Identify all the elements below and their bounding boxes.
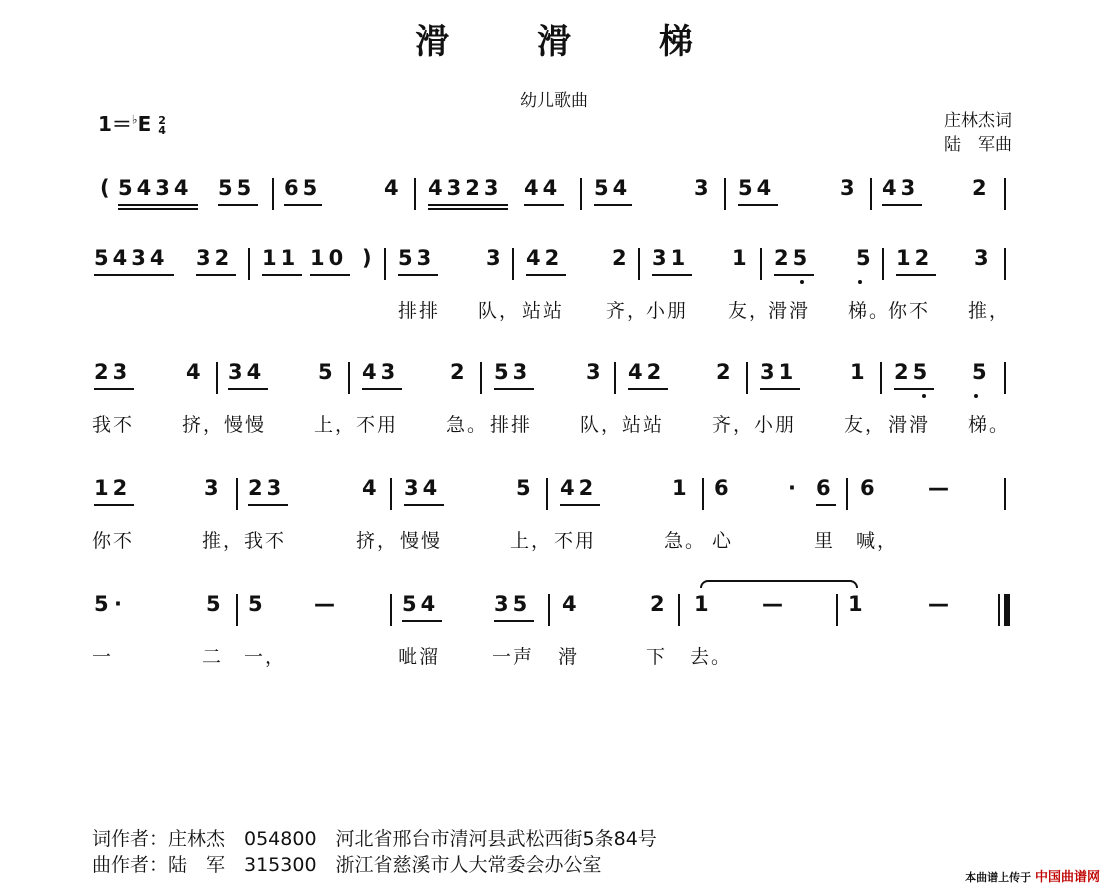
note-group: 3	[204, 476, 223, 500]
note-group: 5	[516, 476, 535, 500]
note-group: 6	[714, 476, 733, 500]
bar-line	[512, 248, 514, 280]
note-group: 65	[284, 176, 322, 200]
composer-info: 曲作者：陆 军 315300 浙江省慈溪市人大常委会办公室	[92, 854, 602, 876]
note-group: 55	[218, 176, 256, 200]
note-group: 23	[94, 360, 132, 384]
bar-line	[1004, 178, 1006, 210]
lyric-syllable: 去。	[690, 646, 733, 668]
lyricist-credit: 庄林杰词	[944, 111, 1012, 131]
lower-octave-dot	[974, 394, 978, 398]
note-group: 1	[694, 592, 713, 616]
note-group: 44	[524, 176, 562, 200]
note-group: 42	[628, 360, 666, 384]
note-group: 2	[612, 246, 631, 270]
note-group: 54	[594, 176, 632, 200]
note-group: 5	[972, 360, 991, 384]
note-group: 2	[972, 176, 991, 200]
lyric-syllable: 我不	[244, 530, 287, 552]
lyric-syllable: 慢慢	[224, 414, 267, 436]
bar-line	[846, 478, 848, 510]
note-group: 54	[738, 176, 776, 200]
lyric-syllable: 推，	[968, 300, 1011, 322]
bar-line	[702, 478, 704, 510]
lyric-syllable: 站站	[522, 300, 565, 322]
bar-line	[236, 478, 238, 510]
note-group: 31	[760, 360, 798, 384]
note-group: 12	[94, 476, 132, 500]
lyric-syllable: 下	[646, 646, 668, 668]
bar-line	[760, 248, 762, 280]
lyric-syllable: 推，	[202, 530, 245, 552]
note-group: 32	[196, 246, 234, 270]
lyric-syllable: 梯。	[848, 300, 891, 322]
note-group: 10	[310, 246, 348, 270]
note-group: 23	[248, 476, 286, 500]
lyricist-info: 词作者：庄林杰 054800 河北省邢台市清河县武松西街5条84号	[92, 828, 657, 850]
site-logo-text: 中国曲谱网	[1034, 870, 1100, 885]
lyric-syllable: 不用	[356, 414, 399, 436]
song-subtitle: 幼儿歌曲	[520, 91, 588, 111]
lyric-syllable: 呲溜	[398, 646, 441, 668]
bar-line	[678, 594, 680, 626]
lyric-syllable: 心	[712, 530, 734, 552]
bar-line	[546, 478, 548, 510]
score-row-5	[92, 592, 1012, 668]
flat-sign: ♭	[131, 112, 138, 127]
note-group: 53	[398, 246, 436, 270]
time-denominator: 4	[158, 123, 166, 137]
lyric-syllable: 滑滑	[888, 414, 931, 436]
bar-line	[390, 594, 392, 626]
note-group: 1	[850, 360, 869, 384]
note-group: 25	[774, 246, 812, 270]
note-group: 6	[816, 476, 835, 500]
note-group: 5	[318, 360, 337, 384]
lyric-syllable: 我不	[92, 414, 135, 436]
lyric-syllable: 一	[92, 646, 114, 668]
lyric-syllable: 上，	[314, 414, 357, 436]
bar-line	[248, 248, 250, 280]
note-group: 34	[228, 360, 266, 384]
note-group: 11	[262, 246, 300, 270]
note-group: 6	[860, 476, 879, 500]
note-group: 2	[650, 592, 669, 616]
bar-line	[272, 178, 274, 210]
lyric-syllable: 队，	[478, 300, 521, 322]
note-group: (	[100, 176, 114, 200]
bar-line	[870, 178, 872, 210]
lyric-syllable: 友，	[728, 300, 771, 322]
score-row-3	[92, 360, 1012, 436]
bar-line	[384, 248, 386, 280]
lyric-syllable: 小朋	[646, 300, 689, 322]
note-group: 2	[450, 360, 469, 384]
bar-line	[216, 362, 218, 394]
lyric-syllable: 一，	[244, 646, 287, 668]
note-group: 3	[694, 176, 713, 200]
bar-line	[836, 594, 838, 626]
note-group: —	[928, 476, 953, 500]
lyric-syllable: 挤，	[356, 530, 399, 552]
note-group: 34	[404, 476, 442, 500]
lyric-syllable: 友，	[844, 414, 887, 436]
bar-line	[414, 178, 416, 210]
tie-arc	[700, 580, 858, 588]
note-group: 42	[560, 476, 598, 500]
note-group: 5434	[94, 246, 169, 270]
bar-line	[1004, 478, 1006, 510]
note-group: 5	[856, 246, 875, 270]
note-group: ·	[788, 476, 800, 500]
note-group: 3	[586, 360, 605, 384]
note-group: 3	[974, 246, 993, 270]
note-group: 42	[526, 246, 564, 270]
note-group: ·	[114, 592, 126, 616]
bar-line	[348, 362, 350, 394]
score-row-1	[92, 176, 1012, 216]
lyric-syllable: 慢慢	[400, 530, 443, 552]
note-group: 3	[840, 176, 859, 200]
lyric-syllable: 上，	[510, 530, 553, 552]
lyric-syllable: 里	[814, 530, 836, 552]
note-group: 53	[494, 360, 532, 384]
lower-octave-dot	[800, 280, 804, 284]
lyric-syllable: 一声	[492, 646, 535, 668]
note-group: —	[928, 592, 953, 616]
bar-line	[882, 248, 884, 280]
time-signature	[158, 113, 166, 137]
note-group: 4	[186, 360, 205, 384]
bar-line	[548, 594, 550, 626]
note-group: 54	[402, 592, 440, 616]
time-numerator: 2	[158, 113, 166, 127]
final-bar-line	[998, 594, 1010, 626]
upload-watermark	[965, 866, 1100, 885]
note-group: 1	[848, 592, 867, 616]
note-group: —	[762, 592, 787, 616]
bar-line	[580, 178, 582, 210]
song-title: 滑 滑 梯	[415, 22, 731, 62]
bar-line	[1004, 362, 1006, 394]
note-group: 5	[94, 592, 113, 616]
lyric-syllable: 排排	[398, 300, 441, 322]
lower-octave-dot	[922, 394, 926, 398]
bar-line	[880, 362, 882, 394]
lyric-syllable: 站站	[622, 414, 665, 436]
lyric-syllable: 不用	[554, 530, 597, 552]
note-group: 5	[206, 592, 225, 616]
note-group: 5	[248, 592, 267, 616]
bar-line	[614, 362, 616, 394]
note-group: 12	[896, 246, 934, 270]
note-group: 4	[562, 592, 581, 616]
lyric-syllable: 你不	[92, 530, 135, 552]
note-group: —	[314, 592, 339, 616]
key-signature	[98, 108, 166, 137]
note-group: )	[362, 246, 376, 270]
bar-line	[1004, 248, 1006, 280]
lyric-syllable: 挤，	[182, 414, 225, 436]
note-group: 31	[652, 246, 690, 270]
lyric-syllable: 排排	[490, 414, 533, 436]
score-row-4	[92, 476, 1012, 552]
bar-line	[638, 248, 640, 280]
lyric-syllable: 滑滑	[768, 300, 811, 322]
lyric-syllable: 梯。	[968, 414, 1011, 436]
lyric-syllable: 喊，	[856, 530, 899, 552]
lyric-syllable: 急。	[664, 530, 707, 552]
bar-line	[746, 362, 748, 394]
lower-octave-dot	[858, 280, 862, 284]
note-group: 43	[882, 176, 920, 200]
note-group: 35	[494, 592, 532, 616]
bar-line	[724, 178, 726, 210]
note-group: 4	[384, 176, 403, 200]
note-group: 1	[672, 476, 691, 500]
note-group: 2	[716, 360, 735, 384]
note-group: 5434	[118, 176, 193, 200]
upload-text: 本曲谱上传于	[965, 871, 1032, 884]
lyric-syllable: 齐，	[606, 300, 649, 322]
note-group: 3	[486, 246, 505, 270]
lyric-syllable: 队，	[580, 414, 623, 436]
lyric-syllable: 急。	[446, 414, 489, 436]
note-group: 43	[362, 360, 400, 384]
key-note: E	[137, 112, 152, 136]
note-group: 1	[732, 246, 751, 270]
lyric-syllable: 你不	[888, 300, 931, 322]
bar-line	[236, 594, 238, 626]
composer-credit: 陆 军曲	[944, 135, 1012, 155]
lyric-syllable: 滑	[558, 646, 580, 668]
note-group: 4323	[428, 176, 503, 200]
note-group: 25	[894, 360, 932, 384]
lyric-syllable: 小朋	[754, 414, 797, 436]
key-prefix: 1＝	[98, 112, 132, 136]
score-row-2	[92, 246, 1012, 322]
lyric-syllable: 二	[202, 646, 224, 668]
bar-line	[480, 362, 482, 394]
note-group: 4	[362, 476, 381, 500]
lyric-syllable: 齐，	[712, 414, 755, 436]
bar-line	[390, 478, 392, 510]
